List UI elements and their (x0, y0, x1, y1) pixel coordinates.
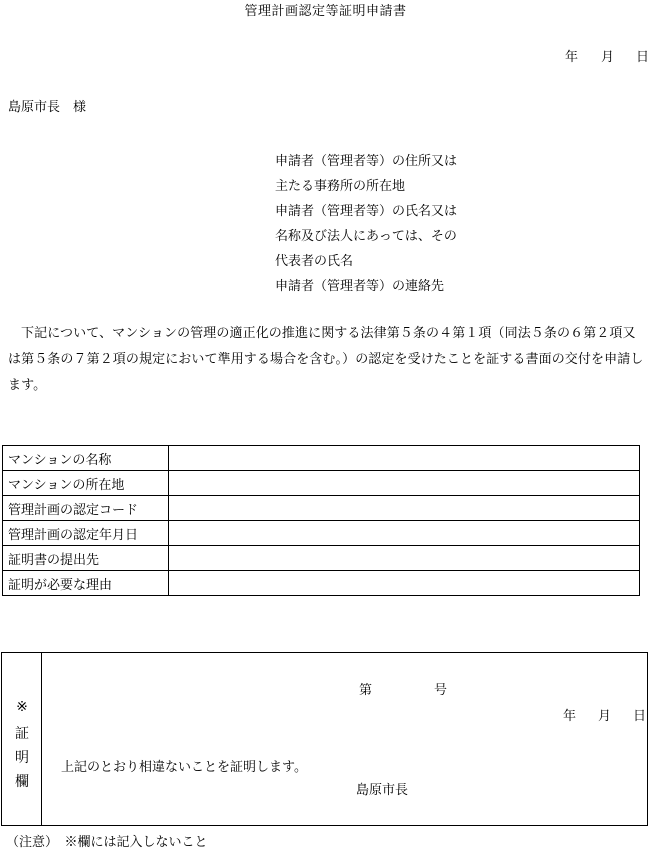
applicant-name-label-3: 代表者の氏名 (275, 254, 354, 269)
row-label-mansion-location: マンションの所在地 (3, 471, 169, 496)
certificate-number-suffix: 号 (434, 683, 448, 698)
issuer-name: 島原市長 (356, 783, 409, 798)
submission-destination-field[interactable] (169, 546, 640, 571)
mansion-location-field[interactable] (169, 471, 640, 496)
row-label-certification-date: 管理計画の認定年月日 (3, 521, 169, 546)
table-row (3, 546, 640, 571)
cert-date-year-label: 年 (563, 709, 577, 724)
document-title: 管理計画認定等証明申請書 (244, 4, 407, 19)
row-label-certification-code: 管理計画の認定コード (3, 496, 169, 521)
certification-date-field[interactable] (169, 521, 640, 546)
certification-code-field[interactable] (169, 496, 640, 521)
side-label-char: 証 (15, 726, 29, 742)
table-row (3, 521, 640, 546)
applicant-name-label-1: 申請者（管理者等）の氏名又は (275, 204, 458, 219)
mansion-name-field[interactable] (169, 446, 640, 471)
side-label-char: 欄 (15, 774, 29, 790)
certification-statement: 上記のとおり相違ないことを証明します。 (61, 760, 307, 775)
row-label-mansion-name: マンションの名称 (3, 446, 169, 471)
date-month-label: 月 (601, 50, 615, 65)
certification-side-label (2, 653, 42, 825)
cert-date-month-label: 月 (598, 709, 612, 724)
row-label-reason: 証明が必要な理由 (3, 571, 169, 596)
addressee: 島原市長 様 (8, 100, 87, 115)
applicant-name-label-2: 名称及び法人にあっては、その (275, 229, 457, 244)
side-label-char: 明 (15, 750, 29, 766)
reference-mark: ※ (16, 699, 28, 715)
row-label-submission-destination: 証明書の提出先 (3, 546, 169, 571)
applicant-address-label-2: 主たる事務所の所在地 (275, 179, 406, 194)
cert-date-day-label: 日 (633, 709, 647, 724)
table-row (3, 571, 640, 596)
table-row (3, 446, 640, 471)
certificate-number-prefix: 第 (359, 683, 373, 698)
date-day-label: 日 (636, 50, 650, 65)
table-row (3, 496, 640, 521)
usage-note: （注意） ※欄には記入しないこと (6, 835, 208, 850)
applicant-address-label-1: 申請者（管理者等）の住所又は (275, 154, 458, 169)
reason-field[interactable] (169, 571, 640, 596)
certification-box (1, 652, 648, 826)
date-year-label: 年 (565, 50, 579, 65)
request-paragraph: 下記について、マンションの管理の適正化の推進に関する法律第５条の４第１項（同法５条の６第２項又は第５条の７第２項の規定において準用する場合を含む。）の認定を受けたことを証する書面の交付を申請します。 (8, 326, 644, 393)
info-table (2, 445, 640, 596)
table-row (3, 471, 640, 496)
applicant-contact-label: 申請者（管理者等）の連絡先 (275, 279, 445, 294)
